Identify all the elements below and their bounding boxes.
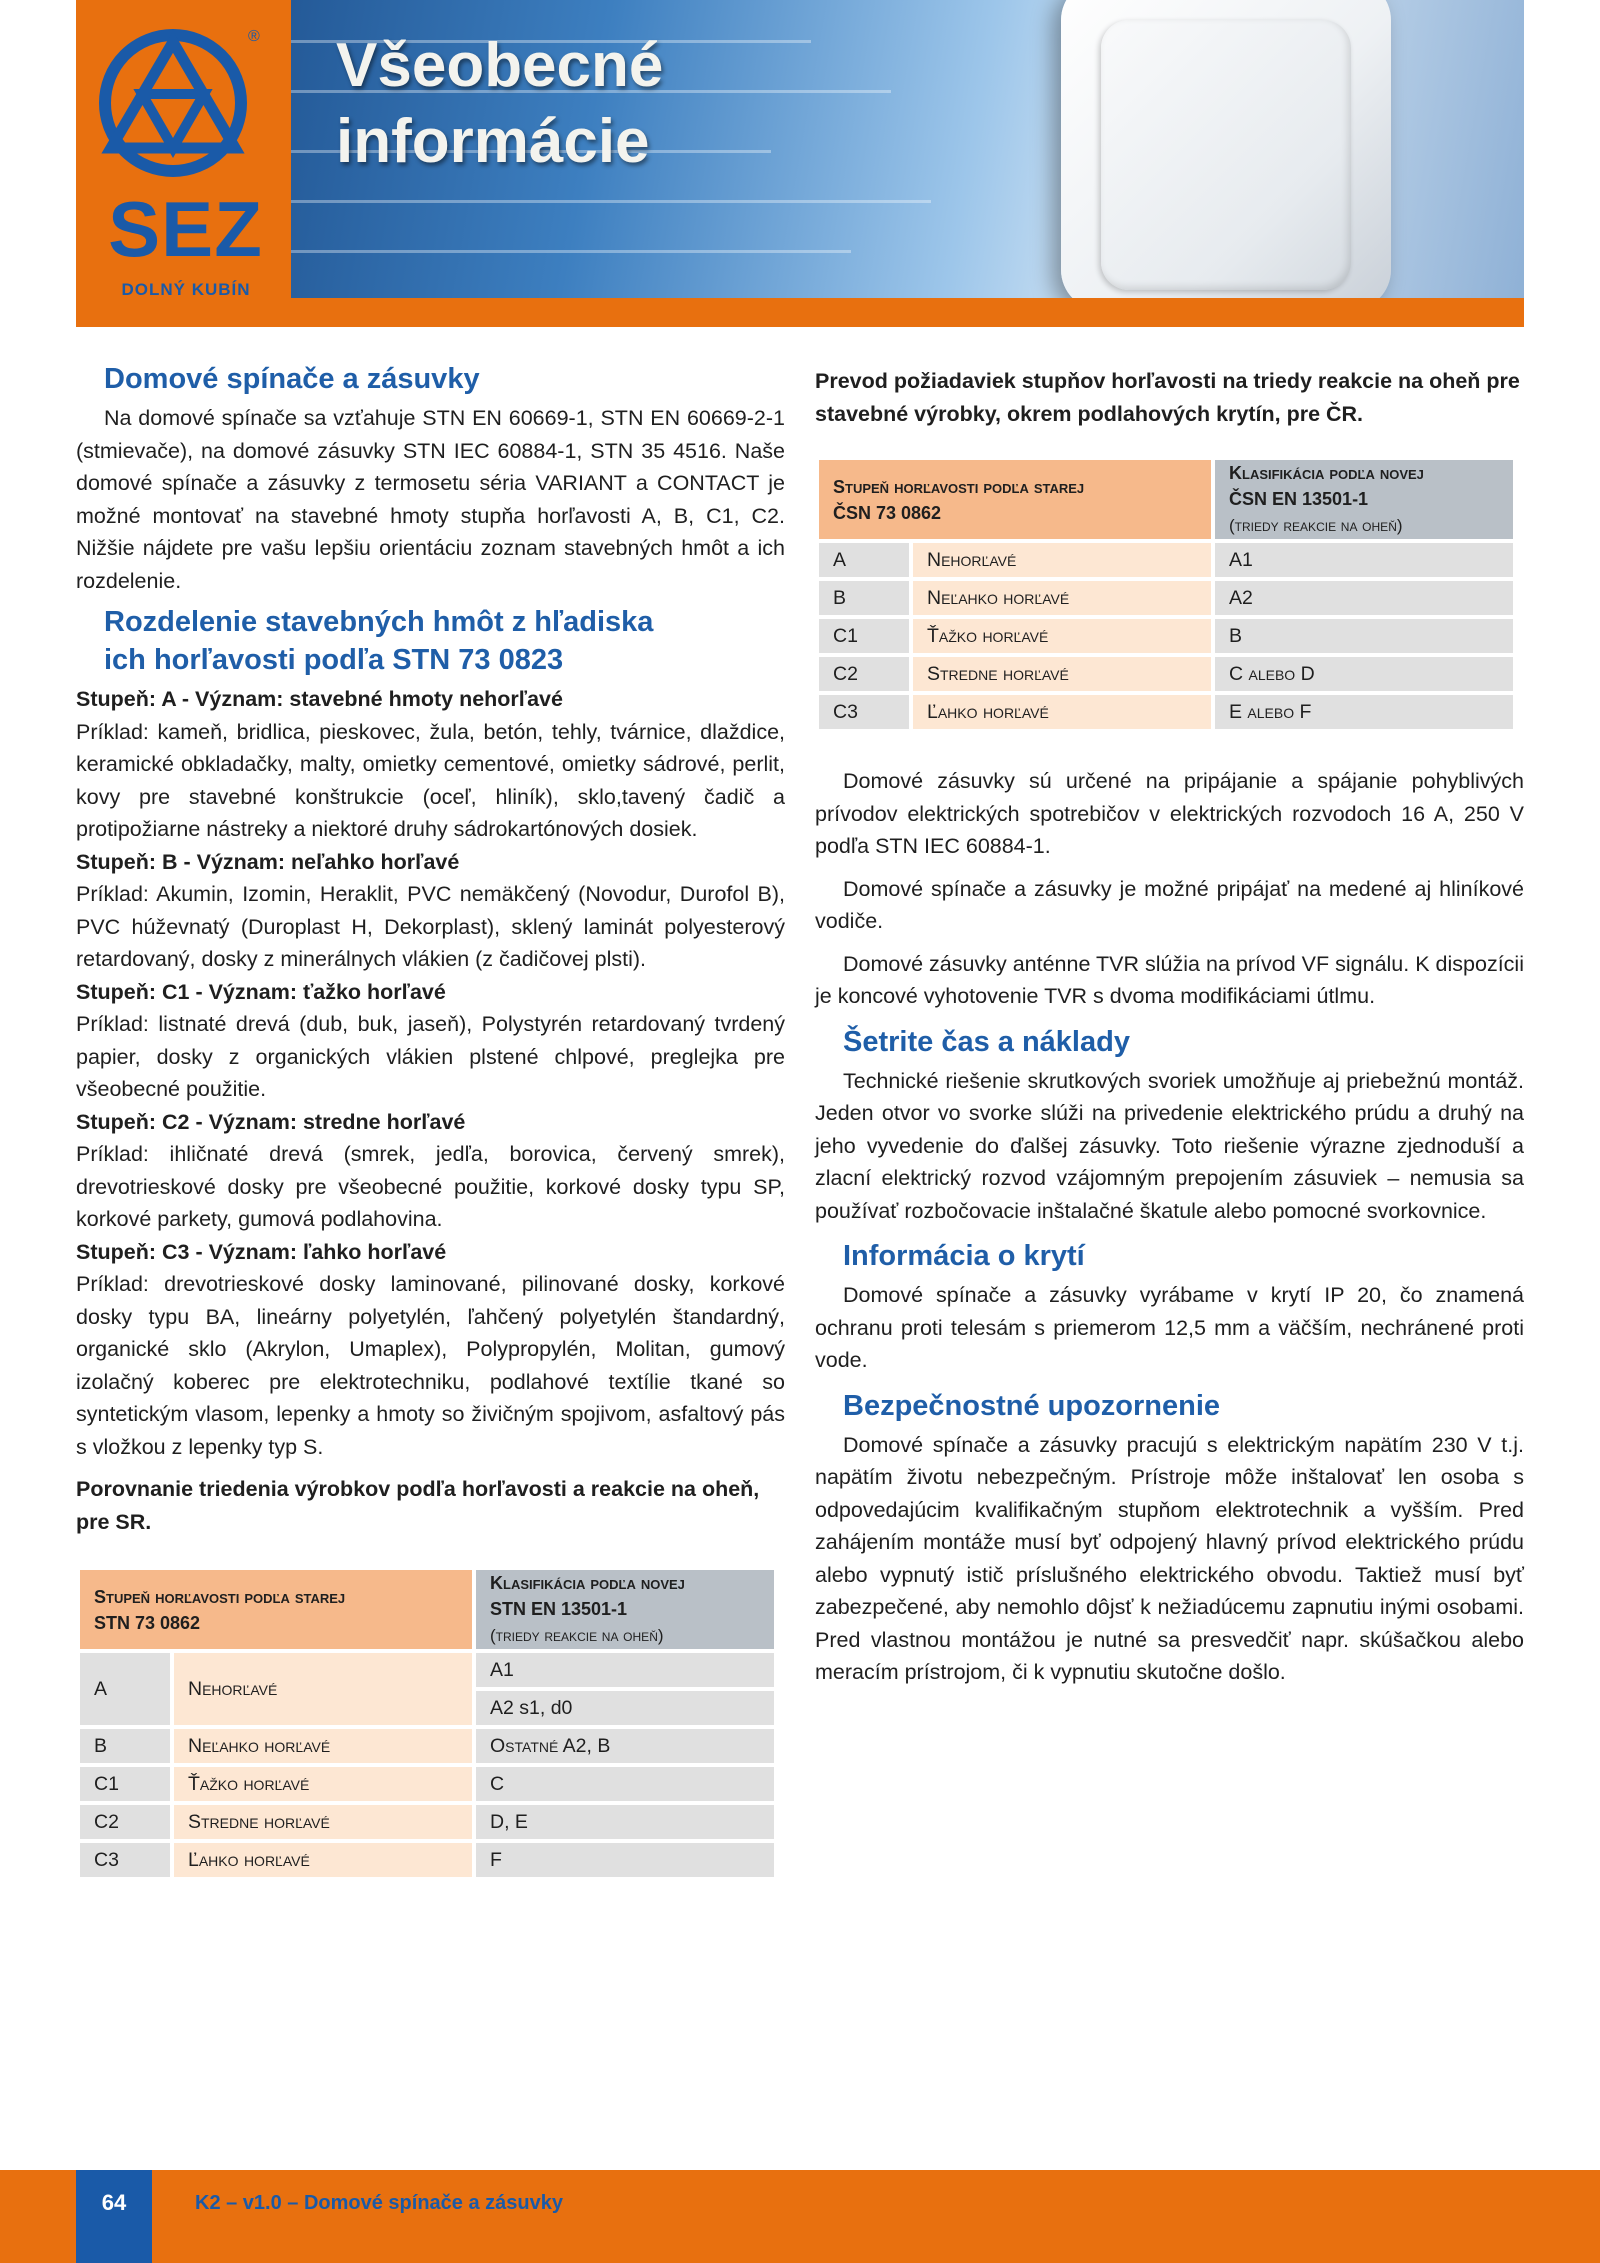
section-heading	[104, 603, 785, 679]
section-paragraph: Na domové spínače sa vzťahuje STN EN 60669-1, STN EN 60669-2-1 (stmievače), na domové zásuvky STN IEC 60884-1, STN 35 4516. Naše domové spínače a zásuvky z termosetu séria VARIANT a CONTACT je možné montovať na stavebné hmoty stupňa horľavosti A, B, C1, C2. Nižšie nájdete pre vašu lepšiu orientáciu zoznam stavebných hmôt a ich rozdelenie.	[76, 406, 785, 593]
row-name: Stredne horľavé	[172, 1803, 474, 1841]
footer-text: K2 – v1.0 – Domové spínače a zásuvky	[195, 2192, 563, 2214]
row-class: Ostatné A2, B	[474, 1727, 776, 1765]
company-logo	[76, 0, 291, 300]
table-row	[78, 1727, 776, 1765]
table-row	[817, 541, 1515, 579]
grade-title: Stupeň: B - Význam: neľahko horľavé	[76, 849, 460, 874]
table-head-new: Klasifikácia podľa novej STN EN 13501-1 (triedy reakcie na oheň)	[474, 1568, 776, 1651]
heading-line: ich horľavosti podľa STN 73 0823	[104, 644, 564, 676]
row-class: A1	[474, 1651, 776, 1689]
row-code: C3	[78, 1841, 172, 1879]
row-code: C2	[817, 655, 911, 693]
table-row	[78, 1765, 776, 1803]
grade-title: Stupeň: C2 - Význam: stredne horľavé	[76, 1109, 466, 1134]
table-header	[78, 1568, 776, 1651]
row-class: D, E	[474, 1803, 776, 1841]
table-row	[78, 1841, 776, 1879]
table-intro: Porovnanie triedenia výrobkov podľa horľavosti a reakcie na oheň, pre SR.	[76, 1477, 760, 1534]
row-code: C2	[78, 1803, 172, 1841]
row-name: Ťažko horľavé	[172, 1765, 474, 1803]
page-footer	[0, 2170, 1600, 2263]
row-code: C3	[817, 693, 911, 731]
page-title-line2: informácie	[336, 107, 650, 176]
table-head-old: Stupeň horľavosti podľa starej ČSN 73 0862	[817, 458, 1213, 541]
table-intro: Prevod požiadaviek stupňov horľavosti na triedy reakcie na oheň pre stavebné výrobky, okrem podlahových krytín, pre ČR.	[815, 369, 1520, 426]
table-row	[78, 1803, 776, 1841]
table-row	[817, 655, 1515, 693]
page-title	[336, 28, 663, 180]
section-paragraph: Domové spínače a zásuvky vyrábame v krytí IP 20, čo znamená ochranu proti telesám s priemerom 12,5 mm a väčším, nechránené proti vode.	[815, 1283, 1524, 1372]
table-sr	[76, 1566, 778, 1881]
grade-text: Príklad: Akumin, Izomin, Heraklit, PVC nemäkčený (Novodur, Durofol B), PVC húževnatý (Duroplast H, Dekorplast), sklený laminát polyesterový retardovaný, dosky z minerálnych vlákien (z čadičovej plsti).	[76, 882, 785, 971]
row-name: Ťažko horľavé	[911, 617, 1213, 655]
table-head-old: Stupeň horľavosti podľa starej STN 73 0862	[78, 1568, 474, 1651]
table-head-new: Klasifikácia podľa novej ČSN EN 13501-1 (triedy reakcie na oheň)	[1213, 458, 1515, 541]
row-name: Neľahko horľavé	[911, 579, 1213, 617]
row-class: A2 s1, d0	[474, 1689, 776, 1727]
page-number-box	[76, 2170, 152, 2263]
logo-emblem-icon	[98, 28, 248, 178]
page-header	[76, 0, 1524, 327]
registered-mark: ®	[248, 28, 260, 45]
row-class: B	[1213, 617, 1515, 655]
section-heading: Informácia o krytí	[843, 1240, 1085, 1272]
grade-text: Príklad: kameň, bridlica, pieskovec, žula, betón, tehly, tvárnice, dlaždice, keramické obkladačky, malty, omietky cementové, omietky sádrové, perlit, kovy pre stavebné konštrukcie (oceľ, hliník), sklo,tavený čadič a protipožiarne nástreky a niektoré druhy sádrokartónových dosiek.	[76, 719, 785, 841]
grade-title: Stupeň: C1 - Význam: ťažko horľavé	[76, 979, 446, 1004]
grade-title: Stupeň: C3 - Význam: ľahko horľavé	[76, 1239, 447, 1264]
row-code: B	[78, 1727, 172, 1765]
row-class: F	[474, 1841, 776, 1879]
section-heading: Šetrite čas a náklady	[843, 1025, 1130, 1058]
row-code: B	[817, 579, 911, 617]
header-bar	[291, 298, 1524, 327]
table-header	[817, 458, 1515, 541]
right-column	[815, 365, 1524, 1689]
row-code: A	[817, 541, 911, 579]
row-name: Stredne horľavé	[911, 655, 1213, 693]
section-heading: Bezpečnostné upozornenie	[843, 1389, 1221, 1422]
page-number: 64	[101, 2190, 127, 2215]
grade-text: Príklad: listnaté drevá (dub, buk, jaseň), Polystyrén retardovaný tvrdený papier, dosky z organických vlákien plstené chlpové, preglejka pre všeobecné použitie.	[76, 1012, 785, 1101]
table-row	[78, 1651, 776, 1689]
page-title-line1: Všeobecné	[336, 31, 664, 100]
table-row	[817, 693, 1515, 731]
row-name: Ľahko horľavé	[172, 1841, 474, 1879]
logo-city: DOLNÝ KUBÍN	[121, 280, 251, 299]
body-paragraph: Domové spínače a zásuvky je možné pripájať na medené aj hliníkové vodiče.	[815, 876, 1524, 933]
logo-brand: SEZ	[108, 185, 263, 273]
row-class: A1	[1213, 541, 1515, 579]
grade-title: Stupeň: A - Význam: stavebné hmoty nehorľavé	[76, 687, 563, 711]
grade-text: Príklad: ihličnaté drevá (smrek, jedľa, borovica, červený smrek), drevotrieskové dosky pre všeobecné použitie, korkové dosky typu SP, korkové parkety, gumová podlahovina.	[76, 1142, 785, 1231]
body-paragraph: Domové zásuvky anténne TVR slúžia na prívod VF signálu. K dispozícii je koncové vyhotovenie TVR s dvoma modifikáciami útlmu.	[815, 951, 1524, 1008]
table-row	[817, 617, 1515, 655]
heading-line: Rozdelenie stavebných hmôt z hľadiska	[104, 606, 654, 638]
row-class: C alebo D	[1213, 655, 1515, 693]
row-code: C1	[817, 617, 911, 655]
row-class: A2	[1213, 579, 1515, 617]
row-code: C1	[78, 1765, 172, 1803]
row-name: Nehorľavé	[911, 541, 1213, 579]
grade-text: Príklad: drevotrieskové dosky laminované, pilinované dosky, korkové dosky typu BA, lineárny polyetylén, ľahčený polyetylén štandardný, organické sklo (Akrylon, Umaplex), Polypropylén, Molitan, gumový izolačný koberec pre elektrotechniku, podlahové textílie tkané so syntetickým vlasom, lepenky a hmoty so živičným spojivom, asfaltový pás s vložkou z lepenky typ S.	[76, 1272, 785, 1459]
body-paragraph: Domové zásuvky sú určené na pripájanie a spájanie pohyblivých prívodov elektrických spotrebičov v elektrických rozvodoch 16 A, 250 V podľa STN IEC 60884-1.	[815, 769, 1524, 858]
section-heading: Domové spínače a zásuvky	[104, 363, 480, 395]
row-class: C	[474, 1765, 776, 1803]
row-name: Neľahko horľavé	[172, 1727, 474, 1765]
left-column	[76, 360, 785, 1881]
socket-image	[1061, 0, 1391, 298]
table-row	[817, 579, 1515, 617]
row-name: Ľahko horľavé	[911, 693, 1213, 731]
section-paragraph: Technické riešenie skrutkových svoriek umožňuje aj priebežnú montáž. Jeden otvor vo svorke slúži na privedenie elektrického prúdu a druhý na jeho vyvedenie do ďalšej zásuvky. Toto riešenie výrazne zjednoduší a zlacní elektrický rozvod vzájomným prepojením zásuviek – nemusia sa používať rozbočovacie inštalačné škatule alebo pomocné svorkovnice.	[815, 1068, 1524, 1223]
section-paragraph: Domové spínače a zásuvky pracujú s elektrickým napätím 230 V t.j. napätím životu nebezpečným. Prístroje môže inštalovať len osoba s odpovedajúcim kvalifikačným stupňom elektrotechnik a vyšším. Pred zahájením montáže musí byť odpojený hlavný prívod elektrického prúdu alebo vypnutý istič príslušného elektrického obvodu. Taktiež musí byť zabezpečené, aby nemohlo dôjsť k nežiadúcemu zapnutiu inými osobami. Pred vlastnou montážou je nutné sa presvedčiť napr. skúšačkou alebo meracím prístrojom, či k vypnutiu skutočne došlo.	[815, 1432, 1524, 1684]
row-class: E alebo F	[1213, 693, 1515, 731]
row-name: Nehorľavé	[172, 1651, 474, 1727]
table-cr	[815, 456, 1517, 733]
row-code: A	[78, 1651, 172, 1727]
